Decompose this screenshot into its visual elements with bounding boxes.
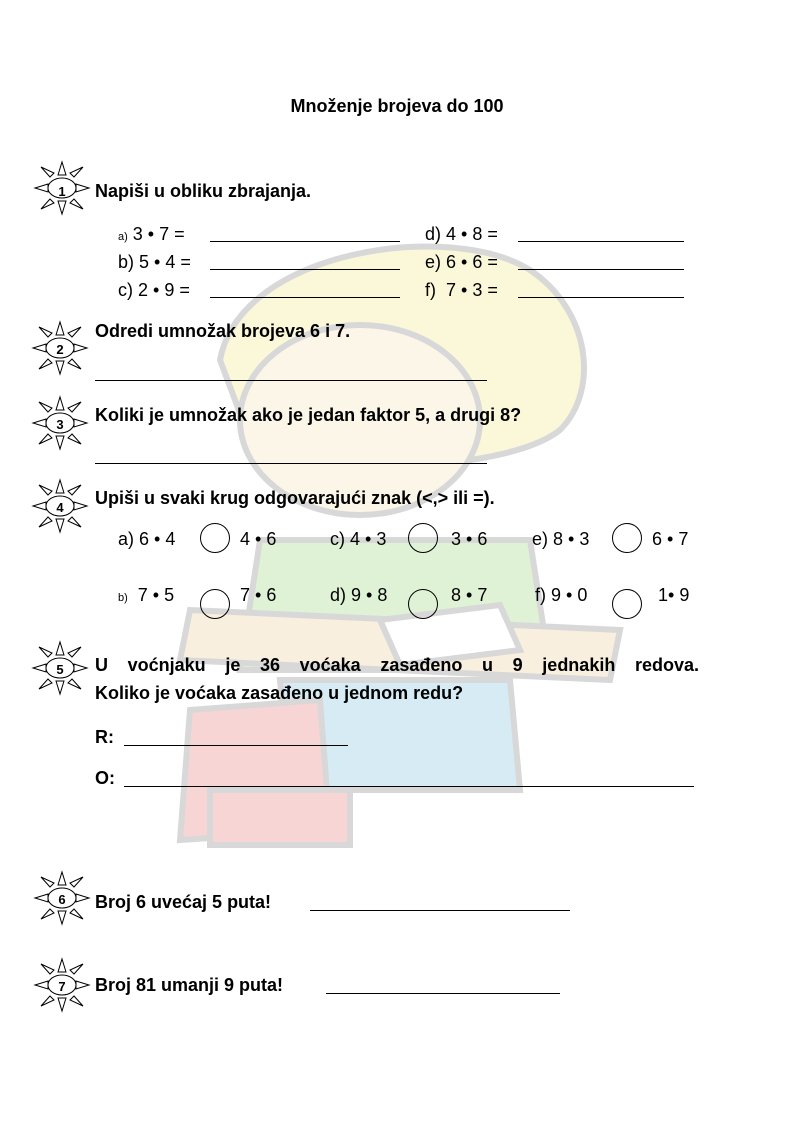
item-label: a) (118, 231, 128, 243)
task-4-text: Upiši u svaki krug odgovarajući znak (<,> ili =). (95, 488, 495, 508)
comparison-circle[interactable] (612, 589, 642, 619)
item-label: c) (118, 280, 133, 300)
right-expression: 1• 9 (658, 585, 690, 605)
right-expression: 6 • 7 (652, 529, 689, 549)
item-label: d) (425, 224, 442, 244)
right-expression: 4 • 6 (240, 529, 277, 549)
expression: 7 • 3 = (446, 280, 498, 300)
task-5-line-1: U voćnjaku je 36 voćaka zasađeno u 9 jednakih redova. (95, 655, 699, 675)
expression: 5 • 4 = (139, 252, 191, 272)
answer-line[interactable] (124, 786, 694, 787)
left-expression: 9 • 0 (551, 585, 588, 605)
item-label: e) (532, 529, 549, 549)
comparison-circle[interactable] (200, 523, 230, 553)
left-expression: 6 • 4 (139, 529, 176, 549)
left-expression: 8 • 3 (553, 529, 590, 549)
task-3-text: Koliki je umnožak ako je jedan faktor 5, a drugi 8? (95, 405, 522, 425)
task-number: 3 (56, 417, 64, 432)
answer-line[interactable] (518, 297, 684, 298)
answer-line[interactable] (210, 241, 400, 242)
answer-line[interactable] (310, 910, 570, 911)
answer-line[interactable] (326, 993, 560, 994)
answer-r-label: R: (95, 727, 114, 747)
left-expression: 7 • 5 (137, 585, 175, 605)
task-number: 1 (58, 184, 66, 199)
left-expression: 9 • 8 (351, 585, 388, 605)
right-expression: 3 • 6 (451, 529, 488, 549)
task-5-line-2: Koliko je voćaka zasađeno u jednom redu? (95, 683, 464, 703)
task-1-text: Napiši u obliku zbrajanja. (95, 181, 312, 201)
task-7-text: Broj 81 umanji 9 puta! (95, 975, 284, 995)
task-6-text: Broj 6 uvećaj 5 puta! (95, 892, 272, 912)
item-label: a) (118, 529, 135, 549)
answer-line[interactable] (95, 380, 487, 381)
item-label: b) (118, 252, 135, 272)
answer-line[interactable] (210, 269, 400, 270)
task-number: 2 (56, 342, 64, 357)
item-label: b) (118, 592, 128, 604)
answer-line[interactable] (518, 269, 684, 270)
answer-line[interactable] (95, 463, 487, 464)
answer-line[interactable] (518, 241, 684, 242)
expression: 4 • 8 = (446, 224, 498, 244)
item-label: f) (535, 585, 546, 605)
task-2-text: Odredi umnožak brojeva 6 i 7. (95, 321, 351, 341)
expression: 3 • 7 = (132, 224, 185, 244)
right-expression: 8 • 7 (451, 585, 488, 605)
answer-line[interactable] (210, 297, 400, 298)
task-number: 4 (56, 500, 64, 515)
item-label: c) (330, 529, 345, 549)
left-expression: 4 • 3 (350, 529, 387, 549)
comparison-circle[interactable] (408, 589, 438, 619)
calculation-line[interactable] (124, 745, 348, 746)
right-expression: 7 • 6 (240, 585, 277, 605)
comparison-circle[interactable] (408, 523, 438, 553)
page-title: Množenje brojeva do 100 (290, 96, 504, 116)
answer-o-label: O: (95, 768, 115, 788)
expression: 2 • 9 = (138, 280, 190, 300)
task-number: 5 (56, 662, 64, 677)
comparison-circle[interactable] (612, 523, 642, 553)
item-label: f) (425, 280, 436, 300)
item-label: e) (425, 252, 442, 272)
expression: 6 • 6 = (446, 252, 498, 272)
comparison-circle[interactable] (200, 589, 230, 619)
task-number: 6 (58, 892, 66, 907)
item-label: d) (330, 585, 347, 605)
task-number: 7 (58, 979, 66, 994)
